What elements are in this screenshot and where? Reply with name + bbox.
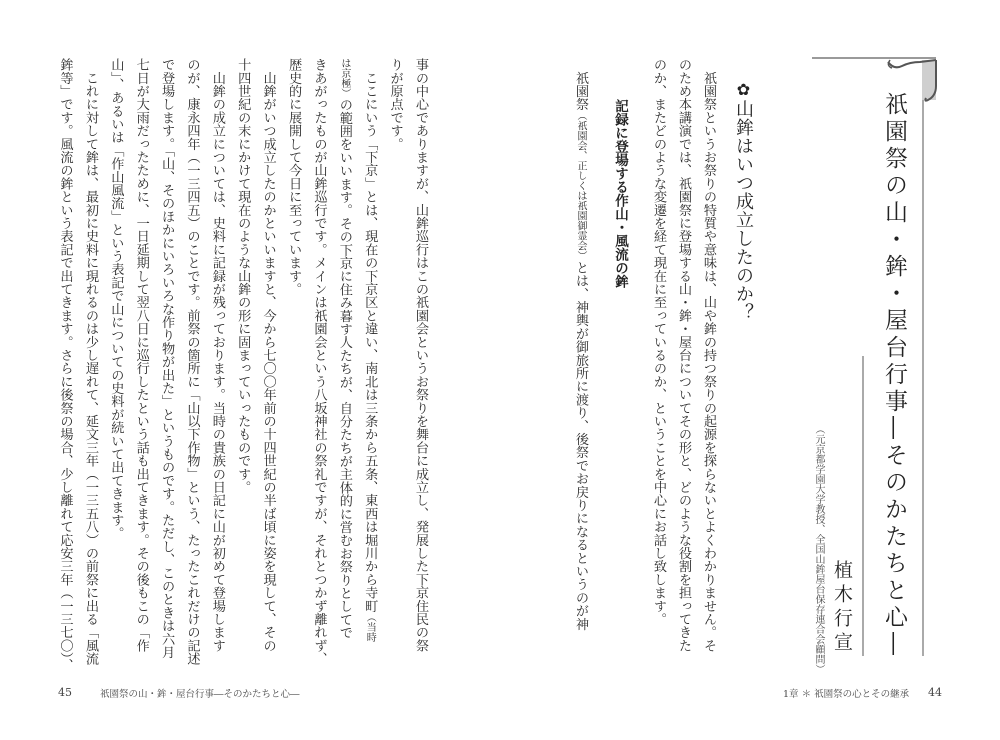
text-column: 山鉾がいつ成立したのかといいますと、今から七〇〇年前の十四世紀の半ば頃に姿を現して、その	[260, 58, 276, 652]
parenthetical-note: （祇園会、正しくは祇園御霊会）	[575, 110, 586, 261]
parenthetical-note: は京極）	[338, 58, 350, 98]
right-page-number: 44	[928, 686, 942, 699]
text-column	[357, 58, 382, 668]
intro-column: のため本講演では、祇園祭に登場する山・鉾・屋台についてその形と、どのような役割を担ってきた	[676, 58, 691, 652]
body-column	[571, 58, 590, 630]
body-text: ここにいう「下京」とは、現在の下京区と違い、南北は三条から五条、東西は堀川から寺町	[362, 58, 378, 613]
author-name: 植木行宣	[831, 560, 853, 656]
text-column	[331, 58, 356, 668]
intro-column: 祇園祭というお祭りの特質や意味は、山や鉾の持つ祭りの起源を探らないとよくわかりません。そ	[701, 58, 716, 652]
left-page-number: 45	[58, 686, 72, 699]
title-frame-outer-rule	[922, 60, 924, 656]
text-column: 山」、あるいは「作山風流」という表記で山についての史料が続いて出てきます。	[108, 58, 124, 540]
body-text: の範囲をいいます。その下京に住み暮す人たちが、自分たちが主体的に営むお祭りとしてで	[336, 98, 352, 640]
left-page-body	[48, 58, 433, 672]
text-column: で登場します。「山、そのほかにいろいろな作り物が出た」というものです。ただし、このときは六月	[159, 58, 175, 659]
left-running-head: 祇園祭の山・鉾・屋台行事―そのかたちと心―	[100, 689, 300, 700]
body-text: 祇園祭	[573, 58, 588, 111]
text-column: 山鉾の成立については、史料に記録が残っております。当時の貴族の日記に山が初めて登場します	[209, 58, 225, 652]
text-column: これに対して鉾は、最初に史料に現れるのは少し遅れて、延文三年（一三五八）の前祭に出る「風流	[82, 58, 98, 666]
text-column: 十四世紀の末にかけて現在のような山鉾の形に固まっていったものです。	[235, 58, 251, 494]
article-title: 祇園祭の山・鉾・屋台行事―そのかたちと心―	[881, 92, 907, 659]
right-running-head: 1章 ＊ 祇園祭の心とその継承	[783, 689, 910, 700]
parenthetical-note: （当時	[364, 612, 376, 643]
text-column: のが、康永四年（一三四五）のことです。前祭の箇所に「山以下作物」という、たったこれだけの記述	[184, 58, 200, 666]
title-frame-inner-rule	[862, 356, 864, 656]
body-text: とは、神輿が御旅所に渡り、後祭でお戻りになるというのが神	[573, 260, 588, 631]
text-column: 事の中心でありますが、山鉾巡行はこの祇園会というお祭りを舞台に成立し、発展した下京住民の祭	[413, 58, 428, 652]
subheading: 記録に登場する作山・風流の鉾	[612, 99, 628, 288]
flower-crest-icon: ✿	[734, 80, 753, 100]
text-column: 七日が大雨だったために、一日延期して翌八日に巡行したという話も出てきます。その後もこの「作	[133, 58, 149, 652]
text-column: 歴史的に展開して今日に至っています。	[286, 58, 302, 296]
section-heading-text: 山鉾はいつ成立したのか？	[733, 99, 754, 322]
author-affiliation: （元京都学園大学教授、全国山鉾屋台保存連合会顧問）	[813, 424, 824, 674]
section-heading	[730, 80, 756, 322]
text-column: りが原点です。	[387, 58, 403, 151]
text-column: きあがったものが山鉾巡行です。メインは祇園会という八坂神社の祭礼ですが、それとつかず離れず、	[311, 58, 327, 666]
intro-column: のか、またどのような変遷を経て現在に至っているのか、ということを中心にお話し致します。	[651, 58, 666, 626]
text-column: 鉾等」です。風流の鉾という表記で出てきます。さらに後祭の場合、少し離れて応安三年（一三七〇）、	[57, 58, 73, 672]
